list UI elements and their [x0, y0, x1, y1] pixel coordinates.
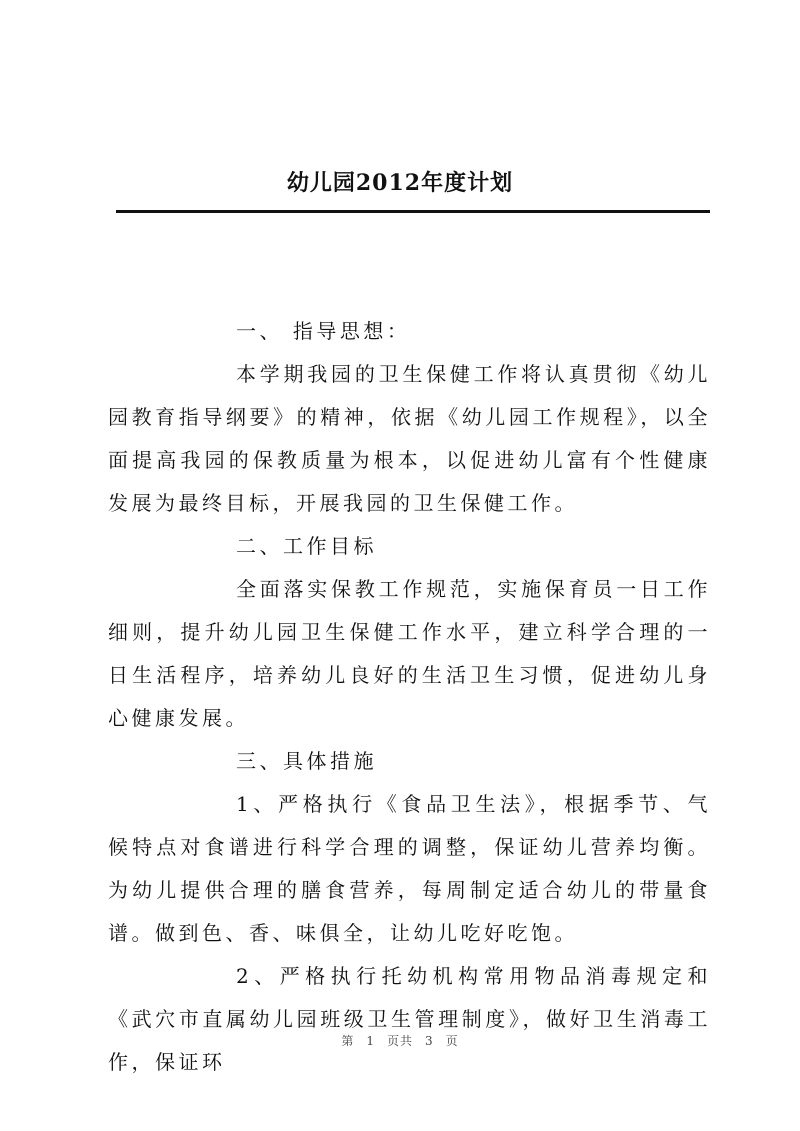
title-divider — [116, 210, 710, 213]
paragraph-work-goals: 全面落实保教工作规范，实施保育员一日工作细则，提升幼儿园卫生保健工作水平，建立科学合理的一日生活程序，培养幼儿良好的生活卫生习惯，促进幼儿身心健康发展。 — [108, 577, 711, 730]
document-title: 幼儿园2012年度计划 — [286, 170, 514, 196]
footer-prefix: 第 — [341, 1034, 355, 1048]
footer-page-number: 1 — [366, 1034, 375, 1048]
footer-middle: 页共 — [386, 1034, 413, 1048]
paragraph-measure-2: 2、严格执行托幼机构常用物品消毒规定和《武穴市直属幼儿园班级卫生管理制度》，做好卫生消毒工作，保证环 — [108, 964, 711, 1074]
section-heading-specific-measures: 三、具体措施 — [236, 749, 377, 773]
section-heading-guiding-ideology: 一、 指导思想： — [236, 319, 411, 343]
footer-total-pages: 3 — [425, 1034, 434, 1048]
document-body — [108, 310, 711, 1084]
section-heading-work-goals: 二、工作目标 — [236, 534, 377, 558]
paragraph-measure-1: 1、严格执行《食品卫生法》，根据季节、气候特点对食谱进行科学合理的调整，保证幼儿营养均衡。为幼儿提供合理的膳食营养，每周制定适合幼儿的带量食谱。做到色、香、味俱全，让幼儿吃好吃饱。 — [108, 792, 711, 945]
page-footer — [0, 1032, 800, 1049]
paragraph-guiding-ideology: 本学期我园的卫生保健工作将认真贯彻《幼儿园教育指导纲要》的精神，依据《幼儿园工作规程》，以全面提高我园的保教质量为根本，以促进幼儿富有个性健康发展为最终目标，开展我园的卫生保健工作。 — [108, 362, 711, 515]
footer-suffix: 页 — [445, 1034, 459, 1048]
